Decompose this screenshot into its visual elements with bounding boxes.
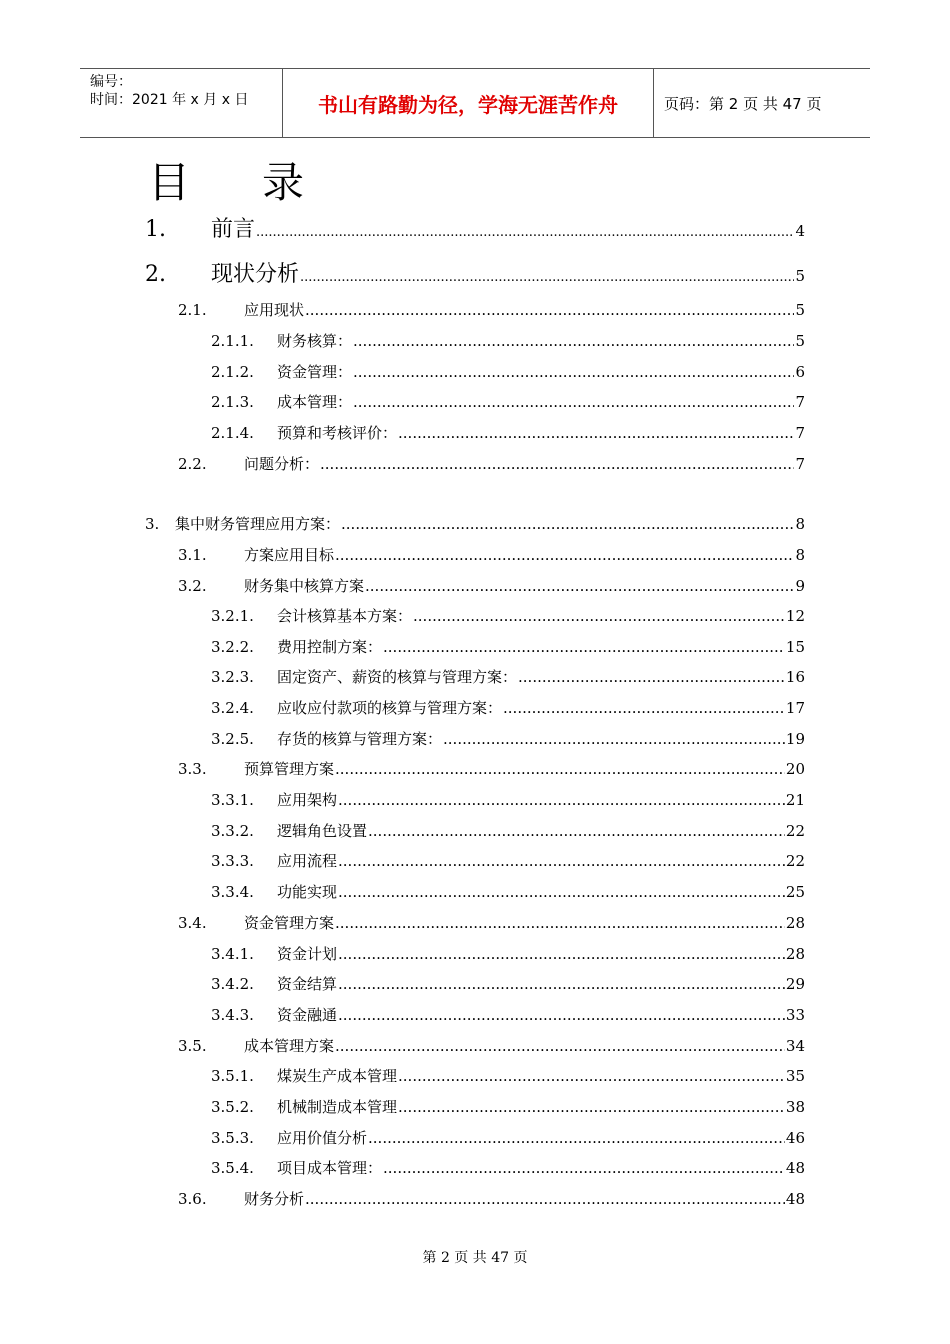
toc-entry-page: 15	[785, 638, 805, 656]
toc-entry[interactable]	[178, 544, 805, 565]
toc-title-left: 目	[148, 158, 193, 207]
toc-entry-label: 成本管理：	[277, 393, 353, 411]
toc-entry-page: 48	[785, 1190, 805, 1208]
toc-leader-dots	[338, 975, 785, 993]
toc-leader-dots	[353, 363, 794, 381]
toc-entry-number: 3.5.4.	[211, 1159, 254, 1177]
toc-entry[interactable]	[178, 299, 805, 320]
toc-leader-dots	[398, 1098, 785, 1116]
toc-entry[interactable]	[211, 422, 805, 443]
toc-leader-dots	[443, 730, 785, 748]
number-label: 编号：	[90, 74, 132, 90]
time-label: 时间：2021 年 x 月 x 日	[90, 92, 249, 108]
toc-entry-page: 29	[785, 975, 805, 993]
toc-entry-page: 28	[785, 945, 805, 963]
toc-entry-number: 3.5.3.	[211, 1129, 254, 1147]
toc-entry[interactable]	[145, 212, 805, 243]
toc-entry-page: 22	[785, 852, 805, 870]
toc-leader-dots	[398, 1067, 785, 1085]
toc-entry[interactable]	[211, 605, 805, 626]
toc-leader-dots	[368, 1129, 785, 1147]
toc-leader-dots	[256, 225, 794, 240]
toc-entry[interactable]	[211, 820, 805, 841]
toc-entry-label: 煤炭生产成本管理	[277, 1067, 398, 1085]
toc-entry-number: 3.5.2.	[211, 1098, 254, 1116]
toc-entry-page: 34	[785, 1037, 805, 1055]
toc-entry-number: 3.5.	[178, 1037, 207, 1055]
toc-entry-number: 3.2.2.	[211, 638, 254, 656]
toc-entry[interactable]	[211, 1157, 805, 1178]
toc-entry-label: 应用架构	[277, 791, 338, 809]
toc-leader-dots	[338, 1006, 785, 1024]
toc-entry-page: 9	[795, 577, 805, 595]
toc-entry-label: 应用现状	[244, 301, 305, 319]
toc-entry-label: 成本管理方案	[244, 1037, 335, 1055]
toc-leader-dots	[353, 393, 794, 411]
toc-entry-page: 22	[785, 822, 805, 840]
toc-entry-label: 应用价值分析	[277, 1129, 368, 1147]
toc-entry[interactable]	[211, 1096, 805, 1117]
toc-entry-label: 财务核算：	[277, 332, 353, 350]
toc-entry-label: 应用流程	[277, 852, 338, 870]
toc-entry-label: 预算管理方案	[244, 760, 335, 778]
toc-entry-label: 预算和考核评价：	[277, 424, 398, 442]
toc-entry[interactable]	[211, 850, 805, 871]
toc-entry[interactable]	[211, 666, 805, 687]
toc-entry-label: 会计核算基本方案：	[277, 607, 413, 625]
toc-entry-page: 12	[785, 607, 805, 625]
toc-entry-page: 48	[785, 1159, 805, 1177]
toc-entry-page: 35	[785, 1067, 805, 1085]
toc-entry-page: 21	[785, 791, 805, 809]
toc-leader-dots	[335, 546, 794, 564]
toc-entry[interactable]	[211, 697, 805, 718]
toc-entry-label: 存货的核算与管理方案：	[277, 730, 443, 748]
toc-entry-label: 资金管理：	[277, 363, 353, 381]
toc-entry-label: 资金管理方案	[244, 914, 335, 932]
toc-entry-label: 资金计划	[277, 945, 338, 963]
toc-leader-dots	[353, 332, 794, 350]
toc-entry-label: 项目成本管理：	[277, 1159, 383, 1177]
toc-entry-number: 3.2.1.	[211, 607, 254, 625]
toc-entry-number: 2.2.	[178, 455, 207, 473]
toc-leader-dots	[335, 914, 785, 932]
toc-entry-number: 3.1.	[178, 546, 207, 564]
toc-entry[interactable]	[211, 973, 805, 994]
toc-entry-number: 3.3.2.	[211, 822, 254, 840]
toc-leader-dots	[341, 515, 794, 533]
toc-entry-label: 机械制造成本管理	[277, 1098, 398, 1116]
toc-entry[interactable]	[178, 912, 805, 933]
toc-entry[interactable]	[178, 758, 805, 779]
toc-entry-page: 4	[795, 222, 805, 240]
toc-title-right: 录	[262, 158, 307, 207]
toc-entry[interactable]	[178, 575, 805, 596]
header-motto: 书山有路勤为径，学海无涯苦作舟	[282, 69, 654, 137]
toc-entry-number: 1.	[145, 217, 166, 242]
toc-leader-dots	[413, 607, 785, 625]
toc-entry-page: 17	[785, 699, 805, 717]
toc-entry-label: 现状分析	[211, 262, 300, 287]
toc-entry-number: 2.1.4.	[211, 424, 254, 442]
toc-entry[interactable]	[211, 881, 805, 902]
toc-leader-dots	[518, 668, 785, 686]
toc-entry-number: 3.5.1.	[211, 1067, 254, 1085]
toc-entry-number: 3.3.1.	[211, 791, 254, 809]
toc-entry-number: 3.3.3.	[211, 852, 254, 870]
toc-entry[interactable]	[211, 361, 805, 382]
toc-entry-number: 3.2.5.	[211, 730, 254, 748]
toc-entry-number: 3.	[145, 515, 160, 533]
toc-leader-dots	[338, 883, 785, 901]
toc-entry-label: 功能实现	[277, 883, 338, 901]
toc-entry[interactable]	[211, 789, 805, 810]
toc-leader-dots	[338, 852, 785, 870]
toc-entry-page: 8	[795, 546, 805, 564]
toc-entry-number: 3.2.4.	[211, 699, 254, 717]
toc-entry[interactable]	[211, 1065, 805, 1086]
toc-entry-label: 集中财务管理应用方案：	[175, 515, 341, 533]
toc-leader-dots	[383, 1159, 785, 1177]
toc-entry-page: 38	[785, 1098, 805, 1116]
toc-entry-label: 前言	[211, 217, 256, 242]
toc-entry[interactable]	[178, 453, 805, 474]
toc-leader-dots	[365, 577, 794, 595]
toc-leader-dots	[368, 822, 785, 840]
toc-entry-number: 3.3.4.	[211, 883, 254, 901]
toc-entry-label: 资金结算	[277, 975, 338, 993]
toc-entry[interactable]	[211, 1127, 805, 1148]
toc-entry-number: 2.1.	[178, 301, 207, 319]
toc-entry-page: 7	[795, 393, 805, 411]
toc-entry-number: 2.	[145, 262, 166, 287]
toc-entry[interactable]	[211, 636, 805, 657]
toc-entry[interactable]	[211, 391, 805, 412]
toc-entry-page: 19	[785, 730, 805, 748]
toc-entry-page: 6	[795, 363, 805, 381]
toc-leader-dots	[398, 424, 794, 442]
toc-entry-label: 财务集中核算方案	[244, 577, 365, 595]
toc-entry-page: 20	[785, 760, 805, 778]
toc-leader-dots	[335, 1037, 785, 1055]
toc-entry-page: 7	[795, 455, 805, 473]
toc-entry-number: 3.4.3.	[211, 1006, 254, 1024]
toc-entry-number: 3.2.	[178, 577, 207, 595]
toc-entry[interactable]	[211, 1004, 805, 1025]
toc-entry-page: 5	[795, 332, 805, 350]
toc-entry-page: 46	[785, 1129, 805, 1147]
toc-entry-page: 8	[795, 515, 805, 533]
toc-entry-page: 5	[795, 301, 805, 319]
toc-entry-label: 问题分析：	[244, 455, 320, 473]
toc-entry-page: 16	[785, 668, 805, 686]
toc-leader-dots	[503, 699, 785, 717]
toc-entry-number: 3.4.1.	[211, 945, 254, 963]
toc-entry-number: 3.4.	[178, 914, 207, 932]
toc-leader-dots	[300, 270, 794, 285]
toc-leader-dots	[338, 791, 785, 809]
toc-entry-label: 固定资产、薪资的核算与管理方案：	[277, 668, 518, 686]
toc-entry-number: 3.6.	[178, 1190, 207, 1208]
toc-leader-dots	[383, 638, 785, 656]
toc-entry-number: 3.4.2.	[211, 975, 254, 993]
toc-entry-label: 应收应付款项的核算与管理方案：	[277, 699, 503, 717]
toc-entry-label: 资金融通	[277, 1006, 338, 1024]
toc-leader-dots	[305, 301, 794, 319]
toc-entry-page: 7	[795, 424, 805, 442]
toc-entry-number: 2.1.3.	[211, 393, 254, 411]
toc-entry-number: 3.2.3.	[211, 668, 254, 686]
toc-entry-label: 方案应用目标	[244, 546, 335, 564]
toc-entry-number: 2.1.2.	[211, 363, 254, 381]
page-footer: 第 2 页 共 47 页	[422, 1250, 528, 1266]
toc-entry[interactable]	[211, 728, 805, 749]
toc-leader-dots	[305, 1190, 785, 1208]
toc-entry-number: 3.3.	[178, 760, 207, 778]
toc-leader-dots	[320, 455, 794, 473]
toc-title	[148, 158, 306, 208]
toc-entry-label: 费用控制方案：	[277, 638, 383, 656]
toc-entry[interactable]	[145, 513, 805, 534]
toc-entry[interactable]	[145, 257, 805, 288]
toc-leader-dots	[335, 760, 785, 778]
toc-entry-label: 财务分析	[244, 1190, 305, 1208]
toc-entry-label: 逻辑角色设置	[277, 822, 368, 840]
toc-entry-page: 28	[785, 914, 805, 932]
toc-entry-number: 2.1.1.	[211, 332, 254, 350]
page-header	[80, 68, 870, 138]
toc-leader-dots	[338, 945, 785, 963]
toc-entry-page: 25	[785, 883, 805, 901]
toc-entry[interactable]	[178, 1035, 805, 1056]
header-meta	[80, 69, 282, 137]
toc-entry[interactable]	[178, 1188, 805, 1209]
toc-entry-page: 33	[785, 1006, 805, 1024]
toc-entry[interactable]	[211, 943, 805, 964]
header-page-info: 页码：第 2 页 共 47 页	[664, 94, 822, 113]
toc-entry-page: 5	[795, 267, 805, 285]
toc-entry[interactable]	[211, 330, 805, 351]
